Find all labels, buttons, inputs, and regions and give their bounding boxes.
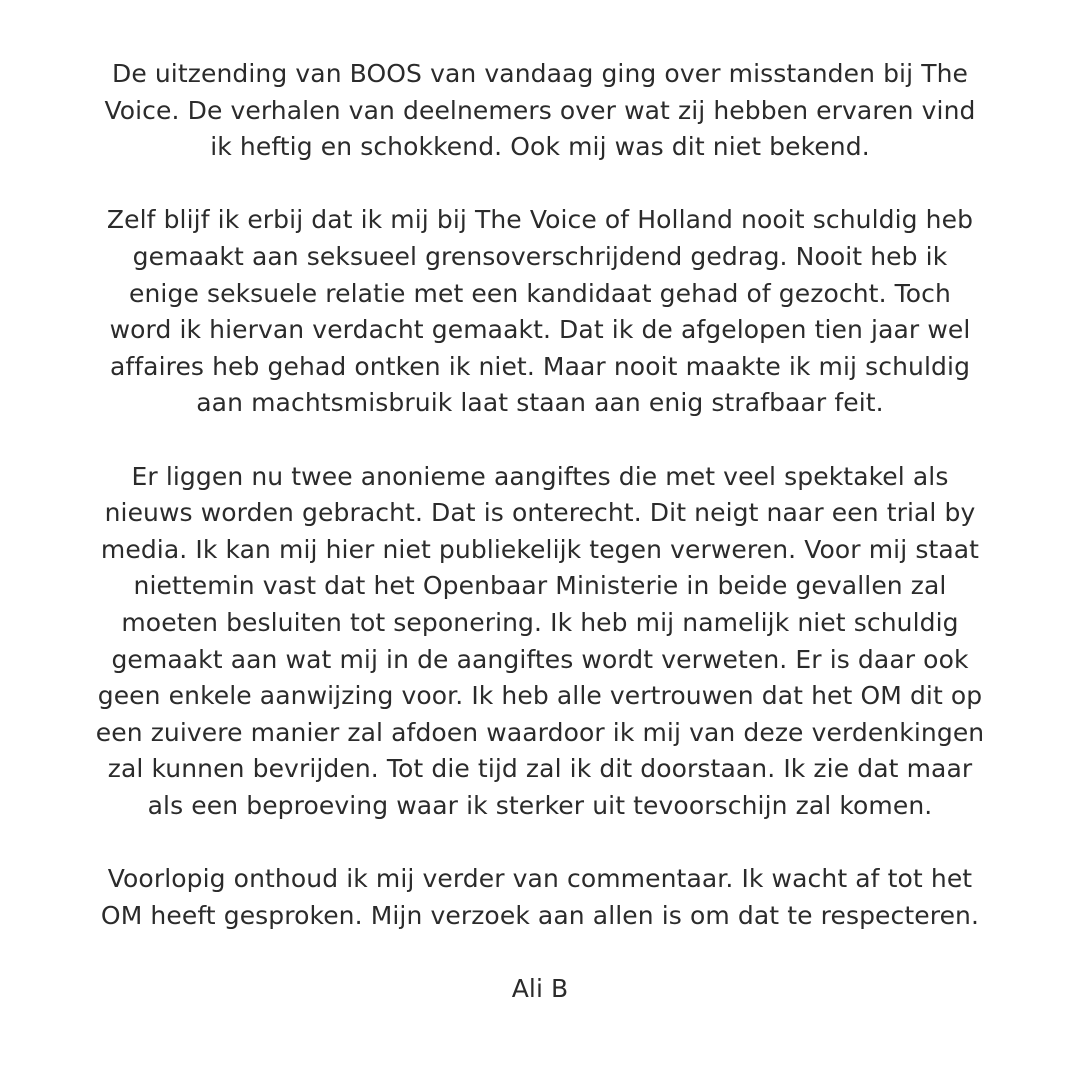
text-line: enige seksuele relatie met een kandidaat gehad of gezocht. Toch [129,278,951,308]
text-line: De uitzending van BOOS van vandaag ging over misstanden bij The [111,59,968,88]
text-line: gemaakt aan seksueel grensoverschrijdend gedrag. Nooit heb ik [132,241,948,271]
text-line: Voorlopig onthoud ik mij verder van commentaar. Ik wacht af tot het [107,864,973,894]
statement-text [60,56,1020,1007]
text-line: als een beproeving waar ik sterker uit tevoorschijn zal komen. [147,790,933,820]
text-line: aan machtsmisbruik laat staan aan enig strafbaar feit. [196,388,884,418]
paragraph [60,861,1020,934]
text-line: OM heeft gesproken. Mijn verzoek aan allen is om dat te respecteren. [100,900,980,930]
text-line: geen enkele aanwijzing voor. Ik heb alle vertrouwen dat het OM dit op [97,681,983,711]
text-line: moeten besluiten tot seponering. Ik heb mij namelijk niet schuldig [121,607,959,637]
text-line: niettemin vast dat het Openbaar Ministerie in beide gevallen zal [133,571,947,601]
text-line: ik heftig en schokkend. Ook mij was dit niet bekend. [210,132,870,162]
paragraph [60,459,1020,825]
text-line: nieuws worden gebracht. Dat is onterecht. Dit neigt naar een trial by [104,498,976,528]
text-line: een zuivere manier zal afdoen waardoor ik mij van deze verdenkingen [95,717,985,747]
signature: Ali B [511,973,569,1003]
text-line: zal kunnen bevrijden. Tot die tijd zal ik dit doorstaan. Ik zie dat maar [107,754,973,784]
text-line: word ik hiervan verdacht gemaakt. Dat ik de afgelopen tien jaar wel [109,315,971,345]
text-line: affaires heb gehad ontken ik niet. Maar nooit maakte ik mij schuldig [109,351,971,381]
text-line: Voice. De verhalen van deelnemers over wat zij hebben ervaren vind [104,95,976,125]
paragraph [60,202,1020,422]
paragraph [60,56,1020,166]
text-line: media. Ik kan mij hier niet publiekelijk tegen verweren. Voor mij staat [100,534,980,564]
text-line: Zelf blijf ik erbij dat ik mij bij The Voice of Holland nooit schuldig heb [106,205,974,235]
text-line: gemaakt aan wat mij in de aangiftes wordt verweten. Er is daar ook [111,644,969,674]
text-line: Er liggen nu twee anonieme aangiftes die met veel spektakel als [131,461,949,491]
